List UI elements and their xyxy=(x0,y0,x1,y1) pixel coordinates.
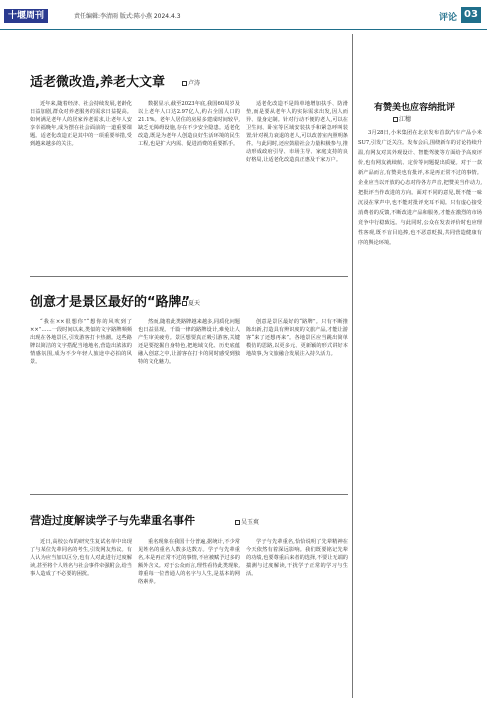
byline-box-icon xyxy=(182,81,187,86)
article-divider xyxy=(30,494,348,495)
paragraph: 近年来,随着经济、社会持续发展,老龄化日益加剧,群众对养老服务的需求日益提高。如何满足老年人的居家养老需求,让老年人安享幸福晚年,成为摆在社会面前的一道重要课题。适老化改造正是其中的一项重要举措,受到越来越多的关注。 xyxy=(30,101,132,147)
article-body xyxy=(358,128,482,698)
page-number: 03 xyxy=(461,7,481,23)
paragraph: 学子与先辈重名,恰恰说明了先辈精神在今天依然有着深远影响。我们既要铭记先辈的功绩,也要尊重后来者的选择,不要让无端的揣测与过度解读,干扰学子正常的学习与生活。 xyxy=(246,539,348,577)
article-column xyxy=(138,100,240,270)
paragraph: 3月28日,小米集团在北京发布首款汽车产品小米SU7,引发广泛关注。发布会后,围绕新车的讨论持续升温,有网友对其外观设计、智能驾驶等方面给予高度评价,也有网友就续航、定价等问题提出质疑。对于一款新产品而言,有赞美也有批评,本是再正常不过的事情。企业应当以开放的心态对待各方声音,把赞美当作动力,把批评当作改进的方向。面对不同的意见,既不能一味沉浸在掌声中,也不能对批评充耳不闻。只有虚心接受消费者的反馈,不断改进产品和服务,才能在激烈的市场竞争中行稳致远。与此同时,公众在发表评价时也应理性客观,既不盲目追捧,也不恶意贬损,共同营造健康有序的舆论环境。 xyxy=(358,130,482,246)
article-column xyxy=(246,100,348,270)
paragraph: 然而,随着此类路牌越来越多,同质化问题也日益显现。千篇一律的路牌设计,难免让人产生审美疲劳。景区想要真正吸引游客,关键还是要挖掘自身特色,把地域文化、历史底蕴融入创意之中,让游客在打卡的同时感受到独特的文化魅力。 xyxy=(138,319,240,365)
article-column xyxy=(246,318,348,486)
byline-box-icon xyxy=(182,301,187,306)
article-title: 有赞美也应容纳批评 xyxy=(374,103,456,113)
article-column xyxy=(30,318,132,486)
paragraph: 数据显示,截至2023年底,我国60周岁及以上老年人口达2.97亿人,约占全国人口的21.1%。老年人居住的房屋多建成时间较早,缺乏无障碍设施,存在不少安全隐患。适老化改造,既是为老年人创造良好生活环境的民生工程,也是扩大内需、促进消费的重要抓手。 xyxy=(138,101,240,147)
byline-name: 卢涛 xyxy=(188,80,201,87)
article-byline xyxy=(182,298,200,307)
paragraph: 近日,高校公布的研究生复试名单中出现了与某位先辈同名的考生,引发网友热议。有人认为应当加以区分,也有人对此进行过度解读,甚至将个人姓名与社会事件牵强附会,给当事人造成了不必要的困扰。 xyxy=(30,539,132,577)
paragraph: 创意是景区最好的“路牌”。只有不断推陈出新,打造具有辨识度的文旅产品,才能让游客“来了还想再来”。各地景区应当跳出简单模仿的思路,以更多元、更新颖的形式讲好本地故事,为文旅融合发展注入持久活力。 xyxy=(246,319,348,357)
byline-box-icon xyxy=(393,117,398,122)
byline-name: 吴玉爽 xyxy=(241,519,260,526)
article-byline xyxy=(393,114,411,123)
article-title: 适老微改造,养老大文章 xyxy=(30,75,165,90)
article-column xyxy=(246,538,348,698)
article-column xyxy=(138,538,240,698)
article-byline xyxy=(182,78,200,87)
article-body xyxy=(30,100,348,270)
article-title: 创意才是景区最好的“路牌” xyxy=(30,295,191,310)
section-name: 评论 xyxy=(439,13,458,23)
byline-name: 夏天 xyxy=(188,300,201,307)
article-column xyxy=(30,538,132,698)
masthead: 十堰周刊 xyxy=(4,9,48,23)
paragraph: 重名现象在我国十分普遍,据统计,不少常见姓名的重名人数多达数万。学子与先辈重名,本是再正常不过的事情,不应被赋予过多的额外含义。对于公众而言,理性看待此类现象,尊重每一位普通人的名字与人生,是基本的网络素养。 xyxy=(138,539,240,585)
article-column xyxy=(30,100,132,270)
article-title: 营造过度解读学子与先辈重名事件 xyxy=(30,514,195,527)
editor-credits: 责任编辑:李清雨 版式:陈小燕 2024.4.3 xyxy=(74,13,181,20)
article-divider xyxy=(30,276,348,277)
article-column xyxy=(358,128,482,698)
article-column xyxy=(138,318,240,486)
paragraph: “我在××很想你”“想你的风吹到了××”……一段时间以来,类似的文字路牌频频出现在各地景区,引发游客打卡热潮。这些路牌以简洁的文字搭配当地地名,营造出浓浓的情感氛围,成为不少年轻人旅途中必拍的风景。 xyxy=(30,319,132,365)
paragraph: 适老化改造不是简单地增加扶手、防滑垫,而是要从老年人的实际需求出发,因人而异、量身定制。针对行动不便的老人,可以在卫生间、卧室等区域安装扶手和紧急呼叫装置;针对视力衰退的老人,可以改善室内照明条件。与此同时,还应鼓励社会力量积极参与,推动形成政府引导、市场主导、家庭支持的良好格局,让适老化改造真正惠及千家万户。 xyxy=(246,101,348,163)
byline-name: 江穗 xyxy=(399,116,412,123)
article-body xyxy=(30,538,348,698)
article-body xyxy=(30,318,348,486)
byline-box-icon xyxy=(235,520,240,525)
column-divider xyxy=(352,34,353,698)
article-byline xyxy=(235,517,259,526)
page-header xyxy=(0,0,487,30)
